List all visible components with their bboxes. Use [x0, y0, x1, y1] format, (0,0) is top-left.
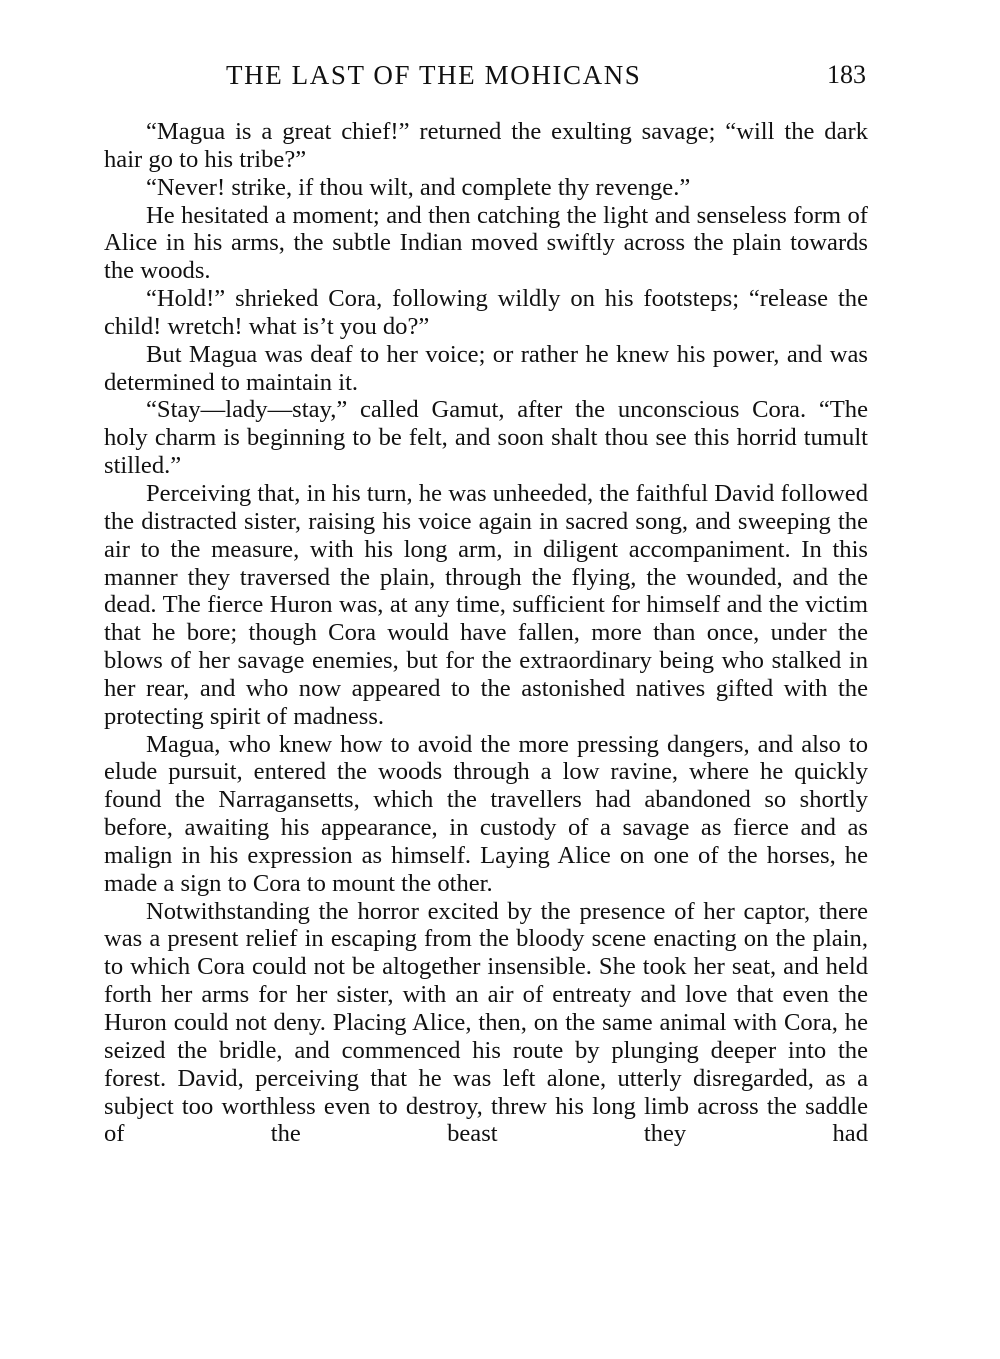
body-text	[104, 118, 868, 1148]
running-head	[104, 58, 868, 92]
paragraph: Notwithstanding the horror excited by the presence of her captor, there was a present relief in escaping from the bloody scene enacting on the plain, to which Cora could not be altogether insensible. She took her seat, and held forth her arms for her sister, with an air of entreaty and love that even the Huron could not deny. Placing Alice, then, on the same animal with Cora, he seized the bridle, and commenced his route by plunging deeper into the forest. David, perceiving that he was left alone, utterly disregarded, as a subject too worthless even to destroy, threw his long limb across the saddle of the beast they had	[104, 897, 868, 1148]
paragraph: “Never! strike, if thou wilt, and complete thy revenge.”	[146, 173, 691, 201]
paragraph: “Magua is a great chief!” returned the exulting savage; “will the dark hair go to his tribe?”	[104, 118, 868, 173]
paragraph: Perceiving that, in his turn, he was unheeded, the faithful David followed the distracted sister, raising his voice again in sacred song, and sweeping the air to the measure, with his long arm, in diligent accompaniment. In this manner they traversed the plain, through the flying, the wounded, and the dead. The fierce Huron was, at any time, sufficient for himself and the victim that he bore; though Cora would have fallen, more than once, under the blows of her savage enemies, but for the extraordinary being who stalked in her rear, and who now appeared to the astonished natives gifted with the protecting spirit of madness.	[104, 479, 868, 730]
book-title: THE LAST OF THE MOHICANS	[226, 60, 642, 90]
paragraph: But Magua was deaf to her voice; or rather he knew his power, and was determined to maintain it.	[104, 340, 868, 396]
paragraph: “Stay—lady—stay,” called Gamut, after the unconscious Cora. “The holy charm is beginning to be felt, and soon shalt thou see this horrid tumult stilled.”	[104, 396, 868, 480]
paragraph: Magua, who knew how to avoid the more pressing dangers, and also to elude pursuit, entered the woods through a low ravine, where he quickly found the Narragansetts, which the travellers had abandoned so shortly before, awaiting his appearance, in custody of a savage as fierce and as malign in his expression as himself. Laying Alice on one of the horses, he made a sign to Cora to mount the other.	[104, 730, 868, 897]
paragraph: “Hold!” shrieked Cora, following wildly on his footsteps; “release the child! wretch! what is’t you do?”	[104, 285, 868, 340]
paragraph: He hesitated a moment; and then catching the light and senseless form of Alice in his arms, the subtle Indian moved swiftly across the plain towards the woods.	[104, 201, 868, 285]
page-number: 183	[827, 60, 866, 89]
